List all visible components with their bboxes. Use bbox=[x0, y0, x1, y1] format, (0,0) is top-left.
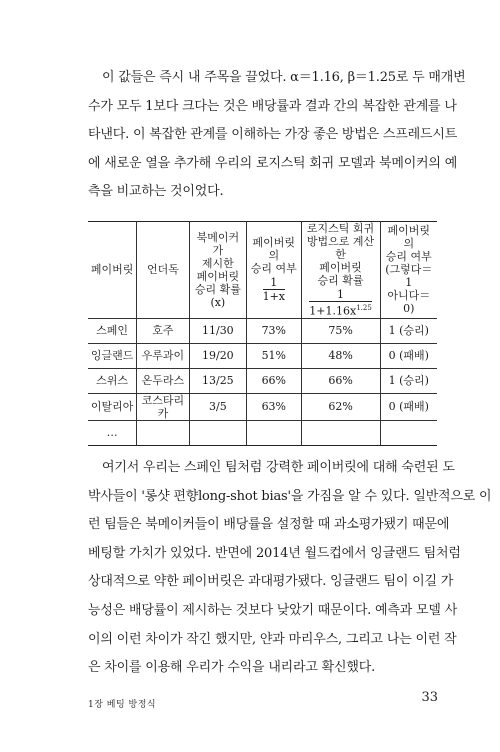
fraction-numerator: 1 bbox=[309, 289, 372, 302]
table-cell: 66% bbox=[301, 368, 380, 393]
table-cell: 51% bbox=[247, 343, 302, 368]
text-line: 은 차이를 이용해 우리가 수익을 내리라고 확신했다. bbox=[88, 660, 376, 676]
text-line: 에 새로운 열을 추가해 우리의 로지스틱 회귀 모델과 북메이커의 예 bbox=[88, 155, 458, 171]
table-cell bbox=[380, 420, 437, 445]
fraction-numerator: 1 bbox=[263, 277, 285, 290]
table-row bbox=[88, 393, 437, 420]
table-cell: 19/20 bbox=[189, 343, 246, 368]
fraction-denominator: 1+x bbox=[262, 290, 285, 304]
fraction-denominator bbox=[309, 302, 372, 318]
table-cell: 스페인 bbox=[88, 318, 137, 343]
header-line: 제시한 bbox=[201, 256, 234, 270]
table-row bbox=[88, 368, 437, 393]
header-line: 페이버릿 bbox=[196, 269, 240, 283]
header-underdog: 언더독 bbox=[137, 222, 190, 319]
header-outcome bbox=[380, 222, 437, 319]
denominator-base: 1+1.16x bbox=[309, 304, 357, 318]
table-cell: 호주 bbox=[137, 318, 190, 343]
paragraph-1 bbox=[88, 64, 466, 207]
table-cell: 이탈리아 bbox=[88, 393, 137, 420]
table-cell: 48% bbox=[301, 343, 380, 368]
text-line: 베팅할 가치가 있었다. 반면에 2014년 월드컵에서 잉글랜드 팀처럼 bbox=[88, 545, 461, 561]
table-cell: 11/30 bbox=[189, 318, 246, 343]
header-line: 북메이커가 bbox=[196, 230, 240, 257]
header-win-formula bbox=[247, 222, 302, 319]
header-logit-prob bbox=[301, 222, 380, 319]
text-line: 상대적으로 약한 페이버릿은 과대평가됐다. 잉글랜드 팀이 이길 가 bbox=[88, 574, 454, 590]
text-line: 여기서 우리는 스페인 팀처럼 강력한 페이버릿에 대해 숙련된 도 bbox=[102, 460, 455, 475]
table-cell: 62% bbox=[301, 393, 380, 420]
table-header-row bbox=[88, 222, 437, 319]
header-variable: (x) bbox=[210, 295, 226, 309]
fraction-formula bbox=[309, 289, 372, 318]
table-cell: 코스타리카 bbox=[137, 393, 190, 420]
table-cell: 0 (패배) bbox=[380, 343, 437, 368]
page-number: 33 bbox=[421, 690, 438, 705]
paragraph-2 bbox=[88, 454, 492, 683]
header-line: 승리 확률 bbox=[194, 282, 241, 296]
table-cell: 우루과이 bbox=[137, 343, 190, 368]
table-cell bbox=[247, 420, 302, 445]
text-line: 런 팀들은 북메이커들이 배당률을 설정할 때 과소평가됐기 때문에 bbox=[88, 517, 450, 533]
header-line: 방법으로 계산한 bbox=[306, 235, 375, 261]
table-cell: 잉글랜드 bbox=[88, 343, 137, 368]
text-line: 이의 이런 차이가 작긴 했지만, 얀과 마리우스, 그리고 나는 이런 작 bbox=[88, 631, 457, 647]
table-cell: 스위스 bbox=[88, 368, 137, 393]
header-favorite: 페이버릿 bbox=[88, 222, 137, 319]
header-line: 승리 여부 bbox=[385, 250, 432, 264]
table-row bbox=[88, 318, 437, 343]
table-cell bbox=[189, 420, 246, 445]
table-cell: 1 (승리) bbox=[380, 318, 437, 343]
header-line: 승리 확률 bbox=[317, 274, 364, 287]
header-line: 페이버릿 bbox=[319, 261, 362, 274]
text-line: 이 값들은 즉시 내 주목을 끌었다. α＝1.16, β＝1.25로 두 매개변 bbox=[102, 70, 466, 85]
table-row bbox=[88, 343, 437, 368]
text-line: 측을 비교하는 것이었다. bbox=[88, 184, 224, 200]
fraction-formula bbox=[263, 277, 285, 303]
header-line: 아니다＝0) bbox=[387, 289, 431, 316]
table-cell: 온두라스 bbox=[137, 368, 190, 393]
text-line: 능성은 배당률이 제시하는 것보다 낮았기 때문이다. 예측과 모델 사 bbox=[88, 602, 458, 618]
table-cell bbox=[137, 420, 190, 445]
table-cell: … bbox=[88, 420, 137, 445]
chapter-footer: 1장 베팅 방정식 bbox=[88, 700, 157, 710]
table-cell: 3/5 bbox=[189, 393, 246, 420]
table-cell: 63% bbox=[247, 393, 302, 420]
header-line: 로지스틱 회귀 bbox=[306, 222, 375, 235]
denominator-exponent: 1.25 bbox=[356, 304, 372, 312]
header-bookmaker-prob bbox=[189, 222, 246, 319]
table-row-ellipsis bbox=[88, 420, 437, 445]
table-cell: 0 (패배) bbox=[380, 393, 437, 420]
table-cell: 1 (승리) bbox=[380, 368, 437, 393]
header-line: 페이버릿의 bbox=[252, 236, 296, 263]
header-line: (그렇다＝1 bbox=[385, 263, 433, 290]
header-line: 페이버릿의 bbox=[387, 224, 431, 251]
text-line: 박사들이 '롱샷 편향long-shot bias'을 가짐을 알 수 있다. 일반적으로 이 bbox=[88, 488, 492, 504]
table-cell: 75% bbox=[301, 318, 380, 343]
text-line: 타낸다. 이 복잡한 관계를 이해하는 가장 좋은 방법은 스프레드시트 bbox=[88, 127, 458, 143]
odds-table bbox=[88, 221, 437, 446]
table-cell bbox=[301, 420, 380, 445]
text-line: 수가 모두 1보다 크다는 것은 배당률과 결과 간의 복잡한 관계를 나 bbox=[88, 98, 457, 114]
table-cell: 66% bbox=[247, 368, 302, 393]
header-line: 승리 여부 bbox=[250, 262, 297, 276]
table-cell: 13/25 bbox=[189, 368, 246, 393]
table-cell: 73% bbox=[247, 318, 302, 343]
